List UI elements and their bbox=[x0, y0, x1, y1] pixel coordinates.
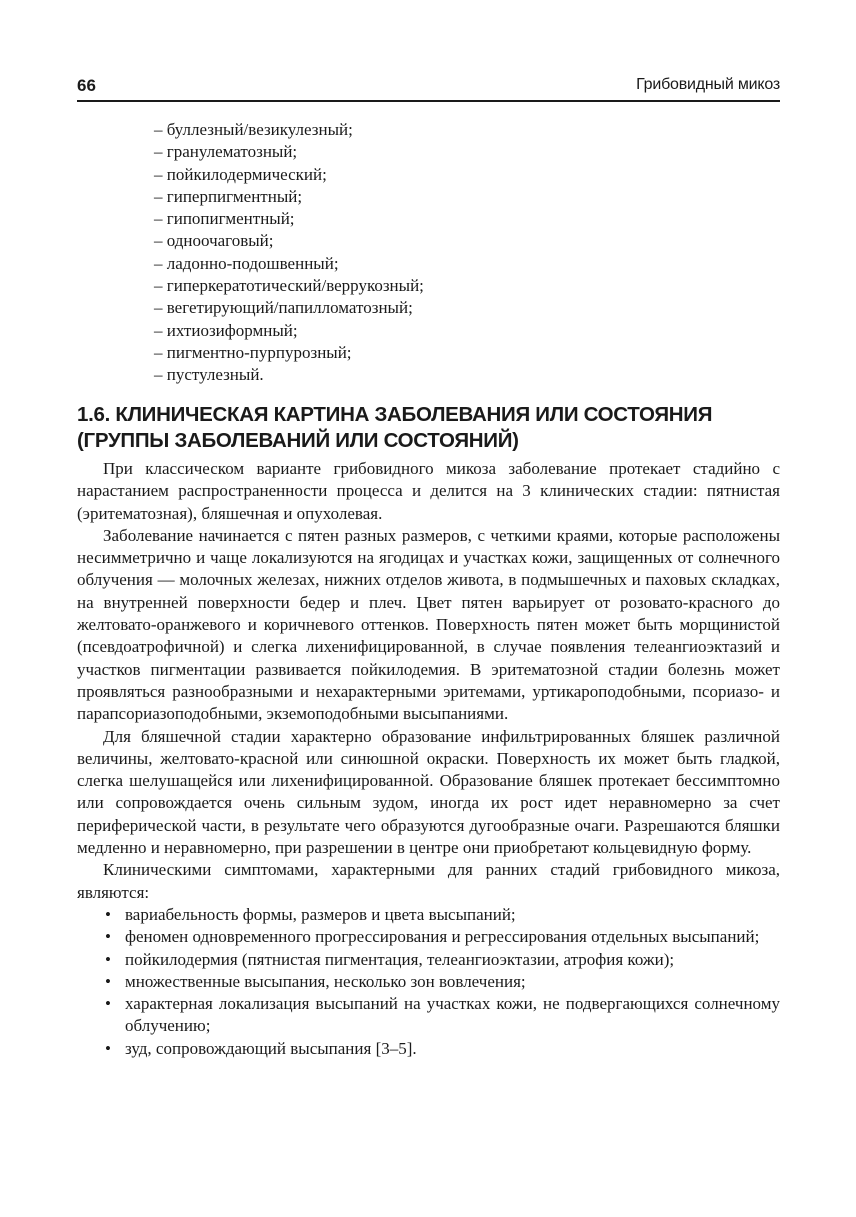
forms-list bbox=[154, 119, 424, 387]
paragraph: Клиническими симптомами, характерными для ранних стадий грибовидного микоза, являются: bbox=[77, 860, 780, 902]
paragraph: Для бляшечной стадии характерно образование инфильтрированных бляшек различной величины, желтовато-красной или синюшной окраски. Поверхность их может быть гладкой, слегка шелушащейся или лихенифицированной. Образование бляшек протекает бессимптомно или сопровождается очень сильным зудом, иногда их рост идет неравномерно за счет периферической части, в результате чего образуются дугообразные очаги. Разрешаются бляшки медленно и неравномерно, при разрешении в центре они приобретают кольцевидную форму. bbox=[77, 726, 780, 858]
paragraph: Заболевание начинается с пятен разных размеров, с четкими краями, которые расположены несимметрично и чаще локализуются на ягодицах и участках кожи, защищенных от солнечного облучения — молочных железах, нижних отделов живота, в подмышечных и паховых складках, на внутренней поверхности бедер и плеч. Цвет пятен варьирует от розовато-красного до желтовато-оранжевого и коричневого оттенков. Поверхность пятен может быть морщинистой (псевдоатрофичной) и слегка лихенифицированной, в случае появления телеангиоэктазий и участков пигментации развивается пойкилодемия. В эритематозной стадии болезнь может проявляться разнообразными и нехарактерными эритемами, уртикароподобными, псориазо- и парапсориазоподобными, экземоподобными высыпаниями. bbox=[77, 525, 780, 724]
list-item: – буллезный/везикулезный; bbox=[154, 119, 424, 141]
list-item: • зуд, сопровождающий высыпания [3–5]. bbox=[77, 1038, 780, 1060]
list-item: – гиперпигментный; bbox=[154, 186, 424, 208]
section-heading-line-1: 1.6. КЛИНИЧЕСКАЯ КАРТИНА ЗАБОЛЕВАНИЯ ИЛИ СОСТОЯНИЯ bbox=[77, 403, 713, 426]
running-title: Грибовидный микоз bbox=[636, 76, 780, 93]
list-item: – гипопигментный; bbox=[154, 208, 424, 230]
list-item: • феномен одновременного прогрессирования и регрессирования отдельных высыпаний; bbox=[77, 926, 780, 948]
list-item: – вегетирующий/папилломатозный; bbox=[154, 297, 424, 319]
list-item: • пойкилодермия (пятнистая пигментация, телеангиоэктазии, атрофия кожи); bbox=[77, 949, 780, 971]
symptoms-list bbox=[77, 904, 780, 1060]
body-text bbox=[77, 458, 780, 1060]
list-item: – пустулезный. bbox=[154, 364, 424, 386]
section-heading-line-2: (ГРУППЫ ЗАБОЛЕВАНИЙ ИЛИ СОСТОЯНИЙ) bbox=[77, 429, 519, 452]
list-item: – пигментно-пурпурозный; bbox=[154, 342, 424, 364]
list-item: – ихтиозиформный; bbox=[154, 320, 424, 342]
list-item: – гиперкератотический/веррукозный; bbox=[154, 275, 424, 297]
list-item: • множественные высыпания, несколько зон вовлечения; bbox=[77, 971, 780, 993]
section-heading bbox=[77, 402, 780, 454]
paragraph: При классическом варианте грибовидного микоза заболевание протекает стадийно с нарастанием распространенности процесса и делится на 3 клинических стадии: пятнистая (эритематозная), бляшечная и опухолевая. bbox=[77, 459, 780, 523]
list-item: • вариабельность формы, размеров и цвета высыпаний; bbox=[77, 904, 780, 926]
list-item: – ладонно-подошвенный; bbox=[154, 253, 424, 275]
list-item: – пойкилодермический; bbox=[154, 164, 424, 186]
list-item: • характерная локализация высыпаний на участках кожи, не подвергающихся солнечному облучению; bbox=[77, 993, 780, 1038]
page-number: 66 bbox=[77, 76, 96, 95]
list-item: – одноочаговый; bbox=[154, 230, 424, 252]
list-item: – гранулематозный; bbox=[154, 141, 424, 163]
page-header bbox=[77, 74, 780, 102]
